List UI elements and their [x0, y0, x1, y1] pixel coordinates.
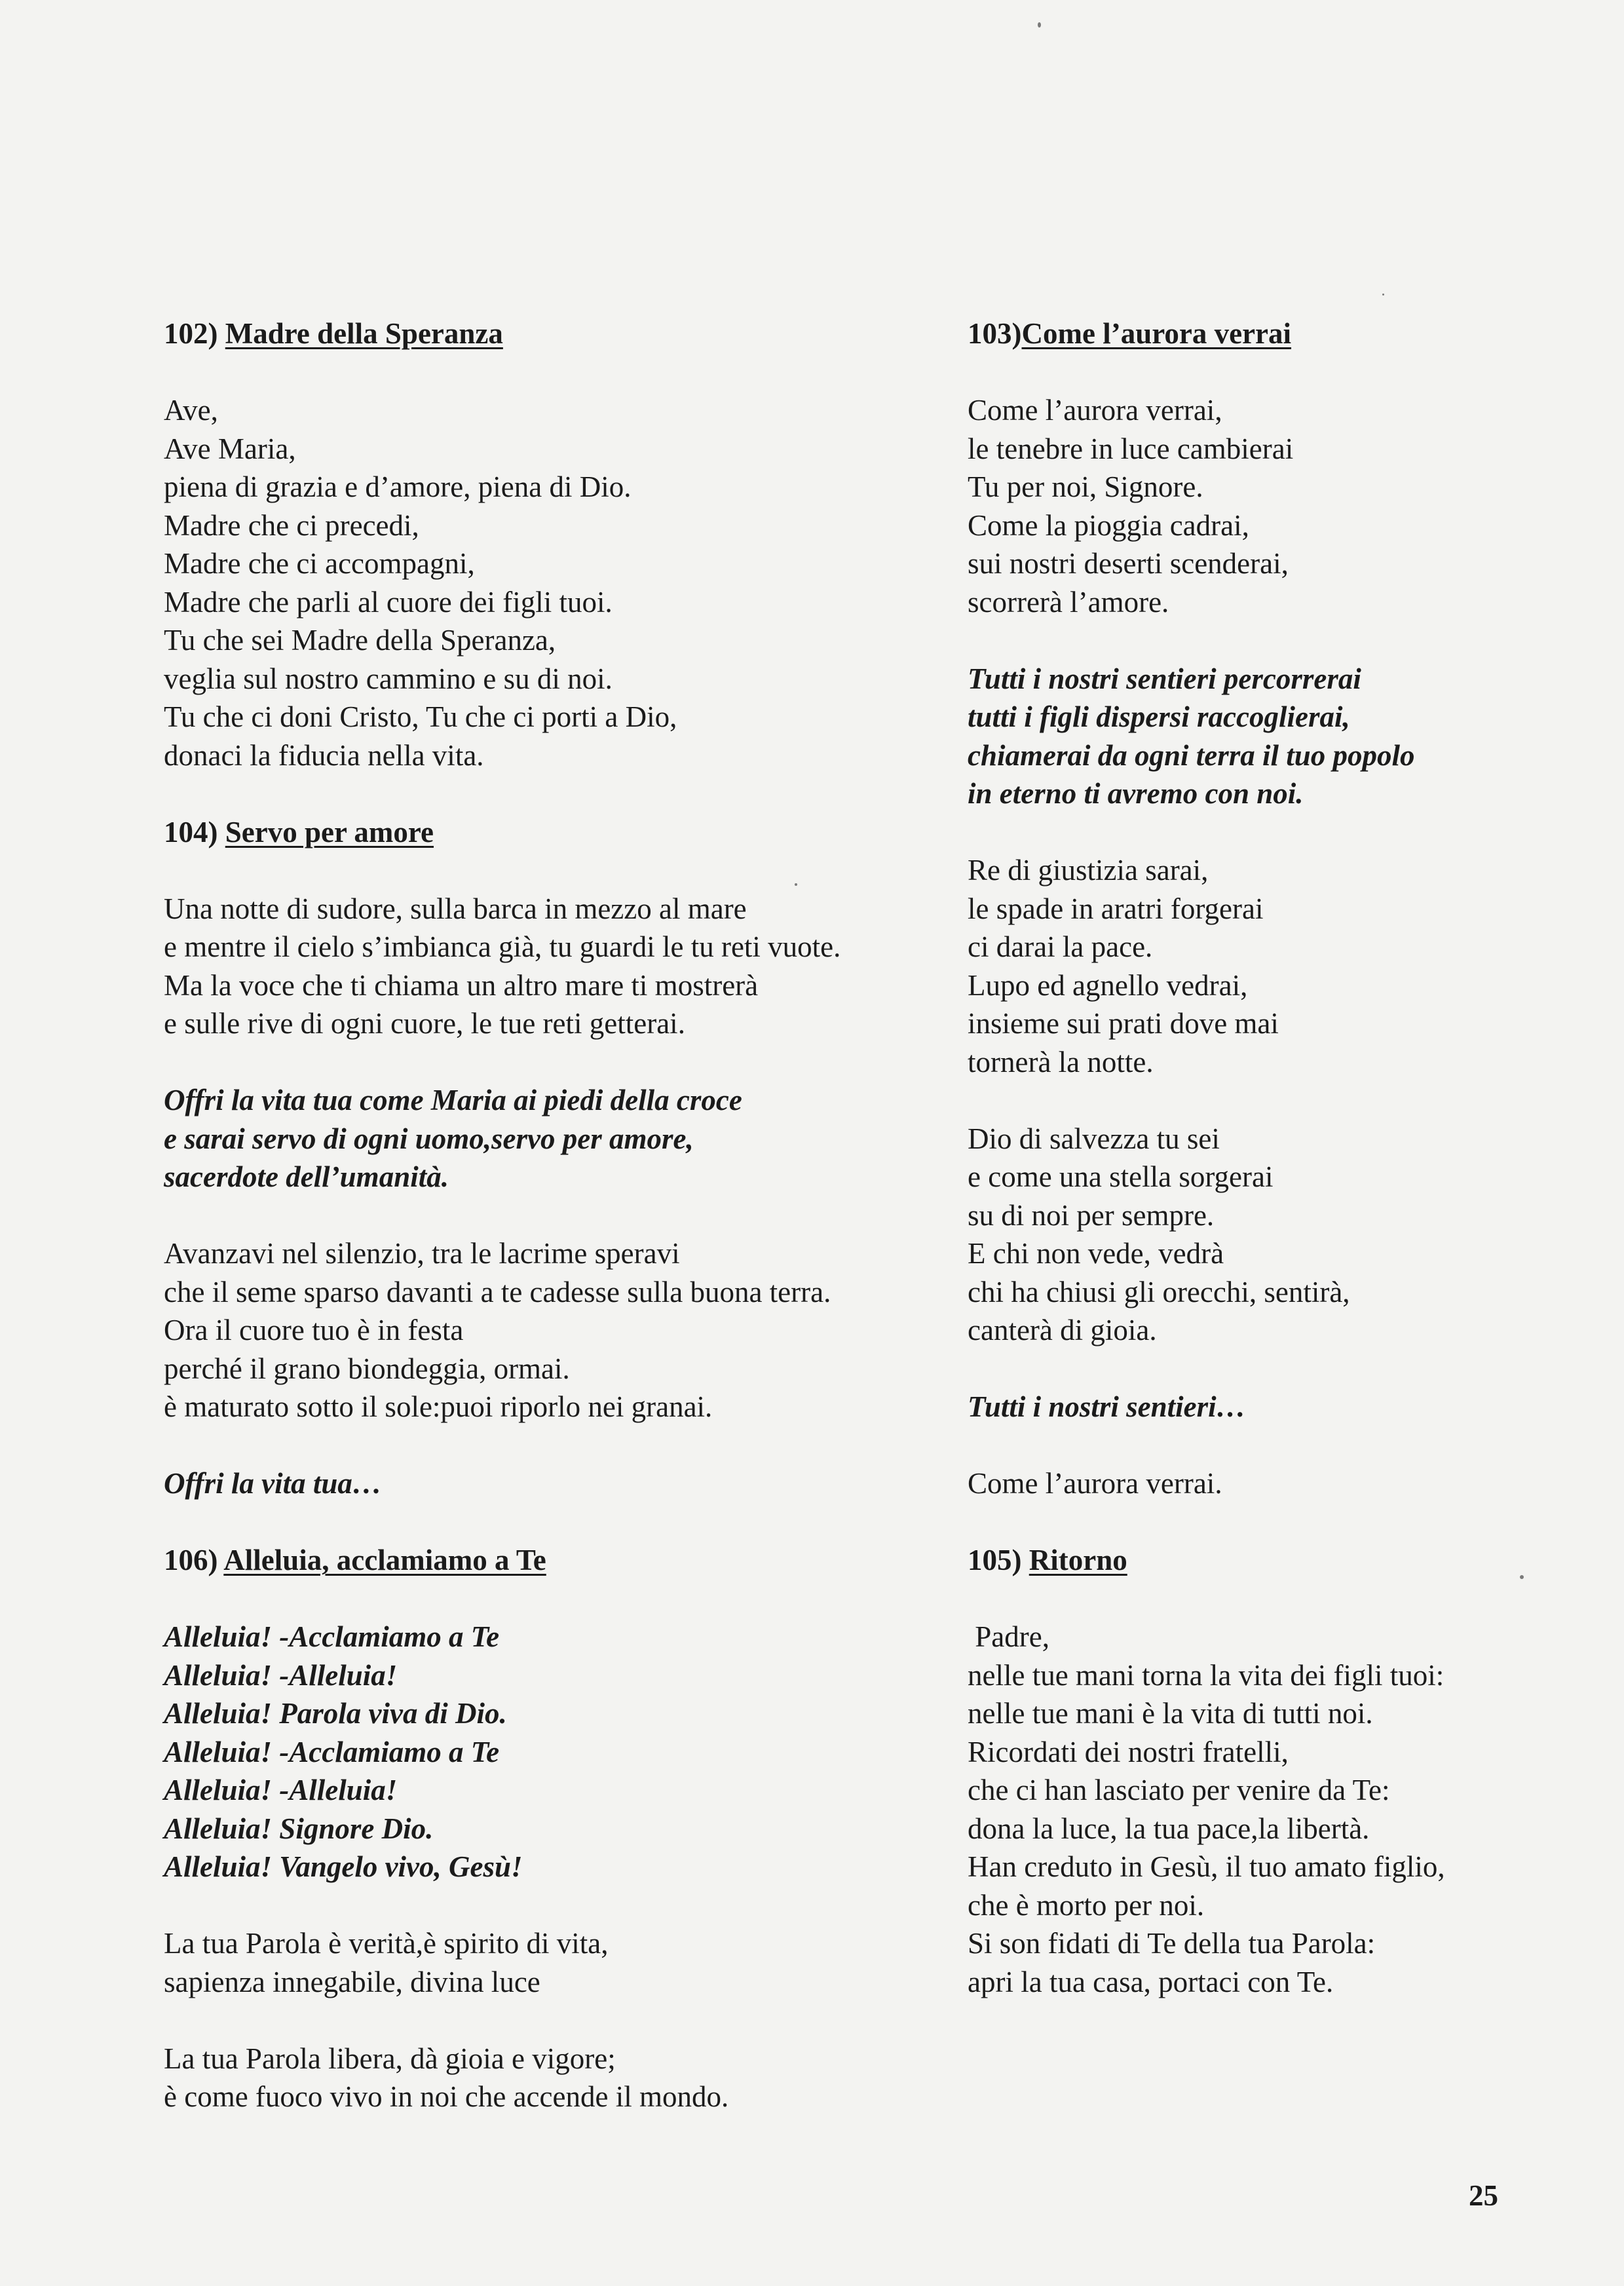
left-column: [164, 314, 950, 2116]
song-heading-106: [164, 1541, 950, 1580]
page-number: 25: [1469, 2179, 1498, 2212]
lyric-line: le spade in aratri forgerai: [968, 892, 1264, 925]
lyric-line: nelle tue mani è la vita di tutti noi.: [968, 1697, 1373, 1730]
lyric-line: Si son fidati di Te della tua Parola:: [968, 1927, 1376, 1960]
lyric-line: Madre che parli al cuore dei figli tuoi.: [164, 585, 613, 619]
lyric-line: e sulle rive di ogni cuore, le tue reti getterai.: [164, 1007, 685, 1040]
song-verse: [968, 851, 1590, 1081]
song-refrain: [968, 660, 1590, 813]
lyric-line: e come una stella sorgerai: [968, 1160, 1274, 1193]
song-title: Alleluia, acclamiamo a Te: [223, 1544, 546, 1576]
refrain-line: Alleluia! -Acclamiamo a Te: [164, 1620, 500, 1653]
song-verse: [164, 2040, 950, 2116]
refrain-line: Alleluia! Signore Dio.: [164, 1812, 434, 1845]
song-refrain: [164, 1618, 950, 1886]
lyric-line: Tu che ci doni Cristo, Tu che ci porti a Dio,: [164, 700, 677, 733]
lyric-line: Ave Maria,: [164, 432, 296, 465]
song-title: Madre della Speranza: [225, 317, 503, 350]
lyric-line: piena di grazia e d’amore, piena di Dio.: [164, 470, 632, 503]
song-verse: [164, 1234, 950, 1426]
lyric-line: che è morto per noi.: [968, 1888, 1205, 1922]
lyric-line: Una notte di sudore, sulla barca in mezzo al mare: [164, 892, 747, 925]
lyric-line: sapienza innegabile, divina luce: [164, 1965, 540, 1998]
song-title: Come l’aurora verrai: [1021, 317, 1292, 350]
song-heading-102: [164, 314, 950, 353]
lyric-line: Ave,: [164, 394, 218, 427]
lyric-line: è come fuoco vivo in noi che accende il mondo.: [164, 2080, 729, 2113]
lyric-line: La tua Parola è verità,è spirito di vita,: [164, 1927, 609, 1960]
song-refrain-short: [968, 1388, 1590, 1426]
lyric-line: canterà di gioia.: [968, 1314, 1157, 1346]
lyric-line: Avanzavi nel silenzio, tra le lacrime speravi: [164, 1237, 680, 1270]
song-lyrics-102: [164, 391, 950, 774]
lyric-line: Lupo ed agnello vedrai,: [968, 968, 1248, 1002]
song-number: 106): [164, 1544, 218, 1576]
lyric-line: ci darai la pace.: [968, 930, 1153, 963]
lyric-line: Han creduto in Gesù, il tuo amato figlio,: [968, 1850, 1445, 1883]
lyric-line: Ora il cuore tuo è in festa: [164, 1314, 464, 1346]
lyric-line: veglia sul nostro cammino e su di noi.: [164, 662, 613, 695]
refrain-line: Alleluia! -Alleluia!: [164, 1774, 398, 1806]
lyric-line: che il seme sparso davanti a te cadesse sulla buona terra.: [164, 1275, 831, 1308]
lyric-line: che ci han lasciato per venire da Te:: [968, 1774, 1390, 1806]
lyric-line: Tu per noi, Signore.: [968, 470, 1203, 503]
song-number: 104): [164, 815, 218, 848]
lyric-line: Dio di salvezza tu sei: [968, 1122, 1220, 1155]
lyric-line: Padre,: [968, 1620, 1049, 1653]
song-verse: [164, 890, 950, 1043]
scan-speck: [795, 883, 797, 886]
refrain-line: Alleluia! Vangelo vivo, Gesù!: [164, 1850, 523, 1883]
lyric-line: donaci la fiducia nella vita.: [164, 738, 484, 772]
song-heading-104: [164, 813, 950, 852]
song-verse: [968, 1120, 1590, 1350]
song-refrain: [164, 1081, 950, 1196]
lyric-line: Ricordati dei nostri fratelli,: [968, 1735, 1289, 1768]
song-refrain-short: [164, 1464, 950, 1503]
lyric-line: Madre che ci accompagni,: [164, 547, 475, 580]
lyric-line: La tua Parola libera, dà gioia e vigore;: [164, 2042, 616, 2075]
song-title: Servo per amore: [225, 815, 434, 848]
refrain-line: Offri la vita tua…: [164, 1467, 382, 1500]
refrain-line: Tutti i nostri sentieri…: [968, 1390, 1246, 1423]
lyric-line: Come l’aurora verrai,: [968, 394, 1222, 427]
lyric-line: E chi non vede, vedrà: [968, 1237, 1224, 1270]
lyric-line: dona la luce, la tua pace,la libertà.: [968, 1812, 1370, 1845]
lyric-line: Re di giustizia sarai,: [968, 854, 1209, 886]
refrain-line: Tutti i nostri sentieri percorrerai: [968, 662, 1361, 695]
refrain-line: Alleluia! -Acclamiamo a Te: [164, 1735, 500, 1768]
scan-speck: [1382, 294, 1384, 295]
song-lyrics-105: [968, 1618, 1590, 2001]
refrain-line: sacerdote dell’umanità.: [164, 1160, 449, 1193]
lyric-line: Ma la voce che ti chiama un altro mare ti mostrerà: [164, 968, 759, 1002]
lyric-line: chi ha chiusi gli orecchi, sentirà,: [968, 1275, 1350, 1308]
refrain-line: tutti i figli dispersi raccoglierai,: [968, 700, 1350, 733]
right-column: [968, 314, 1590, 2001]
song-verse: [968, 391, 1590, 621]
scan-speck: [1038, 22, 1041, 28]
lyric-line: e mentre il cielo s’imbianca già, tu guardi le tu reti vuote.: [164, 930, 841, 963]
lyric-line: apri la tua casa, portaci con Te.: [968, 1965, 1334, 1998]
lyric-line: scorrerà l’amore.: [968, 585, 1169, 619]
refrain-line: Alleluia! Parola viva di Dio.: [164, 1697, 507, 1730]
song-heading-105: [968, 1541, 1590, 1580]
lyric-line: su di noi per sempre.: [968, 1198, 1215, 1232]
lyric-line: perché il grano biondeggia, ormai.: [164, 1352, 570, 1385]
song-verse: [164, 1924, 950, 2001]
song-number: 103): [968, 317, 1022, 350]
song-number: 105): [968, 1544, 1022, 1576]
lyric-line: insieme sui prati dove mai: [968, 1007, 1279, 1040]
song-heading-103: [968, 314, 1590, 353]
scan-speck: [1520, 1575, 1524, 1579]
closing-line: Come l’aurora verrai.: [968, 1467, 1222, 1500]
lyric-line: le tenebre in luce cambierai: [968, 432, 1294, 465]
refrain-line: Offri la vita tua come Maria ai piedi della croce: [164, 1084, 742, 1116]
lyric-line: Madre che ci precedi,: [164, 508, 419, 542]
refrain-line: in eterno ti avremo con noi.: [968, 777, 1304, 810]
lyric-line: Come la pioggia cadrai,: [968, 508, 1249, 542]
lyric-line: Tu che sei Madre della Speranza,: [164, 624, 556, 657]
song-title: Ritorno: [1029, 1544, 1127, 1576]
refrain-line: Alleluia! -Alleluia!: [164, 1658, 398, 1692]
lyric-line: sui nostri deserti scenderai,: [968, 547, 1289, 580]
lyric-line: nelle tue mani torna la vita dei figli tuoi:: [968, 1658, 1445, 1692]
refrain-line: chiamerai da ogni terra il tuo popolo: [968, 738, 1415, 772]
lyric-line: tornerà la notte.: [968, 1045, 1154, 1078]
refrain-line: e sarai servo di ogni uomo,servo per amore,: [164, 1122, 694, 1155]
lyric-line: è maturato sotto il sole:puoi riporlo nei granai.: [164, 1390, 713, 1423]
song-number: 102): [164, 317, 218, 350]
